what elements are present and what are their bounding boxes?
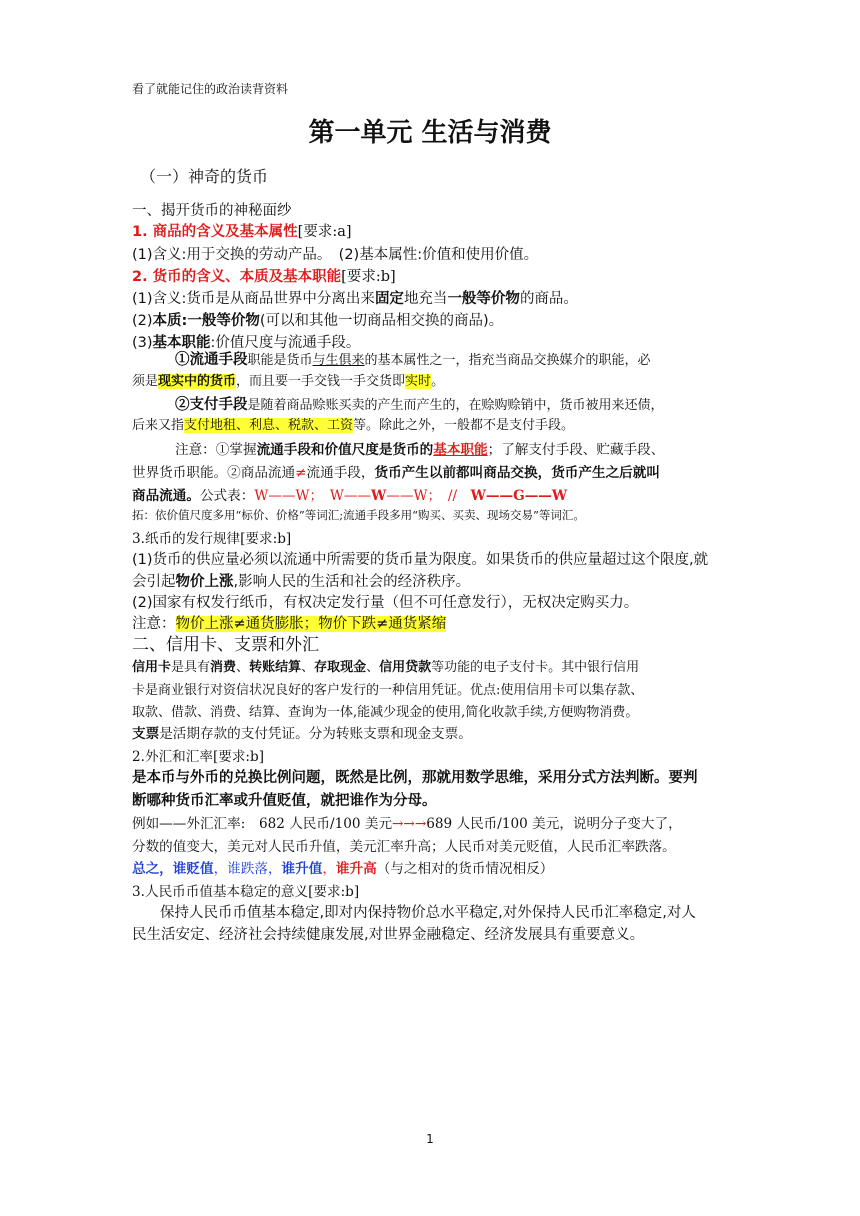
bold-line: 是本币与外币的兑换比例问题，既然是比例，那就用数学思维，采用分式方法判断。要判	[132, 770, 698, 786]
red-bold-span: ——	[524, 488, 552, 504]
text-span: 美元，说明分子变大了，	[527, 816, 682, 832]
text-span: 682	[258, 816, 285, 832]
heading-commodity	[132, 220, 352, 241]
text-span: 、	[301, 660, 315, 675]
text-span: :价值尺度与流通手段。	[210, 335, 361, 351]
text-span: 等功能的电子支付卡。其中银行信用	[431, 660, 640, 675]
text-line: 民生活安定、经济社会持续健康发展,对世界金融稳定、经济发展具有重要意义。	[132, 927, 645, 943]
requirement-tag: [要求:b]	[341, 269, 396, 285]
credit-card-line	[132, 656, 639, 675]
page-header: 看了就能记住的政治读背资料	[132, 82, 289, 96]
text-span: 100	[501, 816, 528, 832]
text-span: 地充当	[403, 291, 448, 307]
red-bold-span: G	[513, 488, 525, 504]
highlight-span: 物价上涨≠通货膨胀；物价下跌≠通货紧缩	[175, 616, 447, 632]
text-span: (3)	[132, 335, 153, 351]
lesson-heading: （一）神奇的货币	[140, 167, 269, 186]
text-span: 职能是货币	[247, 353, 313, 368]
requirement-tag: [要求:a]	[297, 224, 352, 240]
red-arrow-span: →→→	[392, 816, 427, 832]
text-span: (可以和其他一切商品相交换的商品)。	[259, 313, 504, 329]
page-number: 1	[426, 1132, 434, 1146]
text-span: 注意：①掌握	[175, 442, 257, 458]
text-span: 人民币/	[452, 816, 502, 832]
blue-span: 谁贬值	[172, 861, 214, 877]
section-heading-1: 一、揭开货币的神秘面纱	[132, 203, 292, 219]
heading-paper-money: 3.纸币的发行规律[要求:b]	[132, 531, 292, 547]
text-line: (1)含义:用于交换的劳动产品。 (2)基本属性:价值和使用价值。	[132, 247, 539, 263]
red-bold-span: W	[551, 488, 568, 504]
text-span: 人民币/	[284, 816, 335, 832]
text-span: ；了解支付手段、贮藏手段、	[487, 442, 665, 458]
text-span: ,影响人民的生活和社会的经济秩序。	[233, 574, 471, 590]
bold-line: 断哪种货币汇率或升值贬值，就把谁作为分母。	[132, 793, 437, 809]
text-span: 后来又指	[132, 418, 185, 433]
blue-span: ，	[267, 861, 282, 877]
check-line	[132, 722, 472, 742]
red-bold-span: W	[371, 488, 387, 504]
bold-span: 信用贷款	[379, 660, 432, 675]
text-span: 是随着商品赊账买卖的产生而产生的，在赊购赊销中，货币被用来还债，	[247, 398, 664, 413]
formula-line	[132, 484, 567, 504]
red-bold-span: W——	[470, 488, 514, 504]
paragraph-payment-cont	[132, 414, 574, 433]
text-span: 、	[366, 660, 380, 675]
heading-text: 2. 货币的含义、本质及基本职能	[132, 269, 342, 285]
bold-span: 货币产生以前都叫商品交换，货币产生之后就叫	[374, 465, 660, 481]
text-span: 是具有	[171, 660, 211, 675]
text-line: 卡是商业银行对资信状况良好的客户发行的一种信用凭证。优点:使用信用卡可以集存款、	[132, 683, 644, 698]
heading-exchange: 2.外汇和汇率[要求:b]	[132, 749, 265, 765]
bold-span: 消费	[210, 660, 237, 675]
text-span: 100	[334, 816, 361, 832]
text-span: 689	[426, 816, 453, 832]
blue-span: ，	[213, 861, 228, 877]
text-line: 保持人民币币值基本稳定,即对内保持物价总水平稳定,对外保持人民币汇率稳定,对人	[160, 905, 696, 921]
text-span: 会引起	[132, 574, 176, 590]
bold-span: 固定	[374, 291, 404, 307]
text-span: 流通手段，	[306, 465, 375, 481]
bold-span: 基本职能	[152, 335, 211, 351]
bold-span: ②支付手段	[175, 396, 248, 413]
bold-span: 物价上涨	[175, 574, 234, 590]
bold-span: 流通手段和价值尺度是货币的	[256, 442, 434, 458]
text-span: 的基本属性之一，指充当商品交换媒介的职能，必	[364, 353, 651, 368]
bold-span: 信用卡	[132, 660, 172, 675]
highlight-span: 实时	[405, 374, 432, 389]
text-span: 是活期存款的支付凭证。分为转账支票和现金支票。	[159, 726, 472, 742]
bold-span: ①流通手段	[175, 351, 248, 368]
bold-span: 一般等价物	[447, 291, 520, 307]
summary-line	[132, 857, 553, 877]
text-line	[132, 287, 578, 308]
red-span: ，	[322, 861, 336, 877]
text-span: 公式表：	[199, 488, 255, 504]
paragraph-circulation	[175, 348, 651, 369]
page-title: 第一单元 生活与消费	[308, 118, 552, 148]
paragraph-payment	[175, 393, 664, 414]
highlight-span: 现实中的货币	[158, 374, 237, 389]
text-span: 注意：	[132, 616, 176, 632]
text-span: （与之相对的货币情况相反）	[376, 861, 554, 877]
note-line	[175, 438, 664, 458]
heading-money	[132, 265, 396, 286]
text-span: ，而且要一手交钱一手交货即	[236, 374, 406, 389]
red-span: ——W； //	[386, 488, 471, 504]
heading-text: 1. 商品的含义及基本属性	[132, 224, 298, 240]
heading-rmb: 3.人民币币值基本稳定的意义[要求:b]	[132, 884, 360, 900]
underline-span: 与生俱来	[312, 353, 365, 368]
text-line	[132, 309, 503, 330]
blue-span: 总之，	[132, 861, 173, 877]
text-span: 须是	[132, 374, 159, 389]
example-line	[132, 812, 682, 832]
text-span: 世界货币职能。②商品流通	[132, 465, 296, 481]
section-heading-2: 二、信用卡、支票和外汇	[132, 635, 319, 655]
red-span: W——W； W——	[254, 488, 372, 504]
text-span: 、	[236, 660, 250, 675]
text-span: 等。除此之外，一般都不是支付手段。	[353, 418, 575, 433]
text-span: 的商品。	[519, 291, 578, 307]
tip-line: 拓：依价值尺度多用“标价、价格”等词汇;流通手段多用“购买、买卖、现场交易”等词汇。	[132, 508, 585, 522]
blue-span: 谁跌落	[227, 861, 268, 877]
text-line: 取款、借款、消费、结算、查询为一体,能减少现金的使用,简化收款手续,方便购物消费。	[132, 705, 639, 720]
highlight-span: 支付地租、利息、税款、工资	[184, 418, 354, 433]
text-span: 。	[431, 374, 445, 389]
text-span: (2)	[132, 313, 153, 329]
bold-span: 本质:一般等价物	[152, 313, 260, 329]
text-line: 分数的值变大，美元对人民币升值，美元汇率升高；人民币对美元贬值，人民币汇率跌落。	[132, 839, 676, 855]
text-span: (1)含义:货币是从商品世界中分离出来	[132, 291, 375, 307]
text-line: (1)货币的供应量必须以流通中所需要的货币量为限度。如果货币的供应量超过这个限度,就	[132, 552, 709, 568]
text-span: 例如——外汇汇率:	[132, 816, 259, 832]
blue-span: 谁升值	[281, 861, 323, 877]
text-span: 美元	[360, 816, 393, 832]
bold-span: 转账结算	[249, 660, 302, 675]
red-underline-span: 基本职能	[433, 442, 488, 458]
bold-span: 支票	[132, 726, 160, 742]
paragraph-circulation-cont	[132, 370, 444, 389]
red-span: ≠	[295, 465, 307, 481]
text-line	[132, 570, 470, 591]
text-line: (2)国家有权发行纸币，有权决定发行量（但不可任意发行），无权决定购买力。	[132, 595, 639, 611]
note-line	[132, 461, 660, 481]
bold-span: 存取现金	[314, 660, 367, 675]
bold-span: 商品流通。	[132, 488, 200, 504]
red-span: 谁升高	[335, 861, 377, 877]
